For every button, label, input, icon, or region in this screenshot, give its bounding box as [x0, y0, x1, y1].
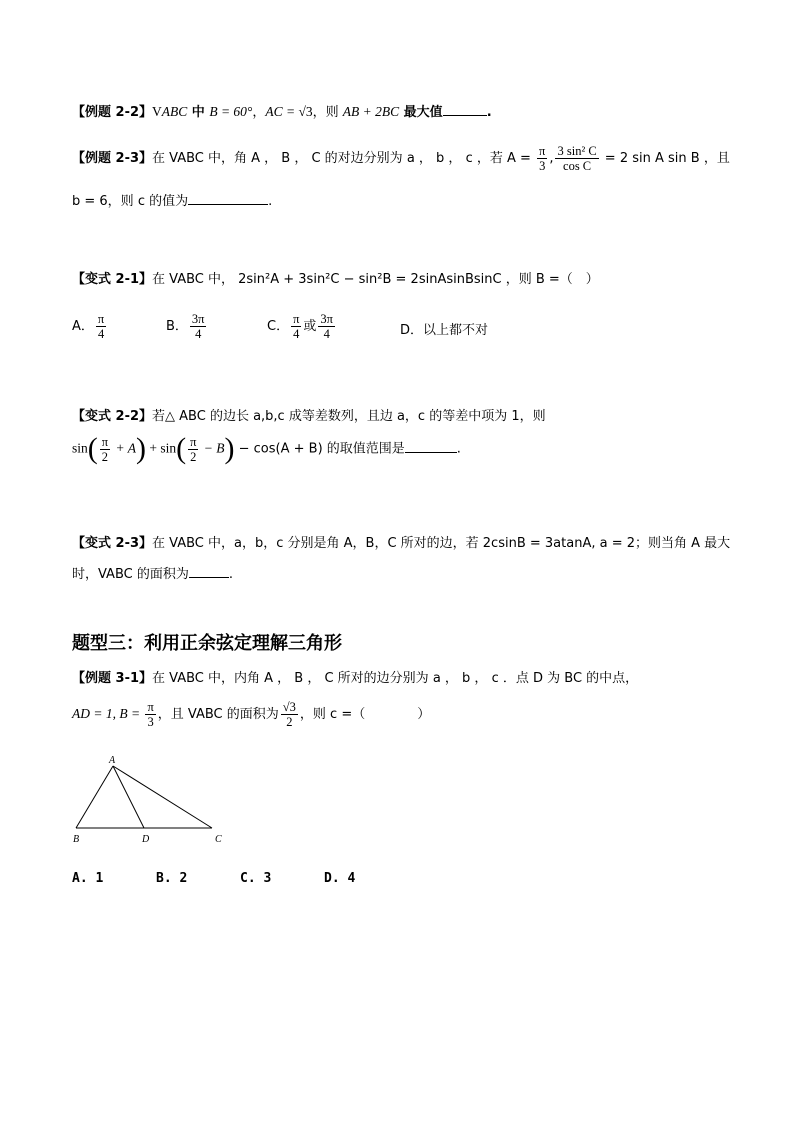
text: , [549, 151, 554, 166]
paren: ( [87, 432, 98, 465]
question-text: 在 VABC 中，角 A ， B ， C 的对边分别为 a ， b ， c ，若 A = [152, 151, 536, 166]
fraction: $\frac{√3}{2}$ [282, 700, 296, 729]
question-text: − cos(A + B) 的取值范围是 [234, 441, 405, 457]
answer-blank[interactable] [189, 565, 229, 578]
math-text: AB + 2BC [342, 104, 400, 119]
text: 最大值 [399, 105, 443, 120]
variant-2-2 [72, 405, 546, 424]
text: ， [252, 105, 266, 120]
side-ab [76, 766, 113, 828]
question-text: 在 VABC 中，内角 A ， B ， C 所对的边分别为 a ， b ， c ．点 D 为 BC 的中点， [152, 671, 639, 686]
option-d[interactable]: D. 4 [324, 871, 356, 886]
example-tag: 【例题 2-3】 [72, 151, 153, 166]
question-text: = 2 sin A sin B ，且 [600, 151, 730, 166]
example-tag: 【例题 2-2】 [72, 105, 153, 120]
option-label: A． [72, 319, 94, 334]
option-label: C． [267, 319, 290, 334]
section-title: 题型三：利用正余弦定理解三角形 [72, 633, 342, 654]
option-a[interactable]: A. 1 [72, 871, 104, 886]
fraction: $\frac{\pi}{4}$ [97, 312, 105, 341]
text: . [456, 441, 461, 457]
variant-tag: 【变式 2-2】 [72, 409, 153, 424]
math-text: √3 [298, 104, 313, 119]
text: . [486, 105, 492, 120]
answer-blank[interactable] [443, 103, 487, 116]
math-text: B = 60° [209, 104, 253, 119]
example-3-1-line2 [72, 700, 430, 729]
math-text: + sin [145, 440, 177, 456]
vertex-a-label: A [109, 755, 116, 766]
variant-2-1 [72, 268, 599, 287]
option-b[interactable]: B. 2 [156, 871, 188, 886]
text: ，则 [312, 105, 343, 120]
option-a[interactable] [72, 312, 108, 341]
example-3-1 [72, 667, 638, 686]
example-tag: 【例题 3-1】 [72, 671, 153, 686]
example-2-2 [72, 101, 492, 120]
fraction: $\frac{\pi}{3}$ [147, 700, 154, 729]
variant-tag: 【变式 2-3】 [72, 536, 153, 551]
option-text: D．以上都不对 [400, 323, 489, 338]
variant-tag: 【变式 2-1】 [72, 272, 153, 287]
fraction: $\frac{\pi}{2}$ [190, 434, 197, 464]
answer-blank[interactable] [405, 440, 457, 453]
variant-2-3-line2 [72, 563, 233, 582]
fraction: $\frac{\pi}{4}$ [293, 312, 300, 341]
question-text: b = 6，则 c 的值为 [72, 194, 189, 209]
option-b[interactable] [166, 312, 208, 341]
fraction: $\frac{\text{3 sin² C}}{\text{cos C}}$ [557, 144, 597, 173]
paren: ( [176, 432, 187, 465]
question-text: 在 VABC 中，a，b，c 分别是角 A，B，C 所对的边，若 2csinB = 3atanA, a = 2；则当角 A 最大 [152, 536, 731, 551]
option-c[interactable] [267, 312, 337, 341]
question-text: 若△ ABC 的边长 a,b,c 成等差数列，且边 a，c 的等差中项为 1，则 [152, 409, 546, 424]
text: . [268, 194, 273, 209]
vertex-c-label: C [215, 834, 222, 845]
text: 中 [187, 105, 210, 120]
option-c[interactable]: C. 3 [240, 871, 272, 886]
fraction: $\frac{\pi}{2}$ [101, 434, 109, 464]
question-text: 在 VABC 中， 2sin²A + 3sin²C − sin²B = 2sinAsinBsinC ，则 B =（ ） [152, 272, 599, 287]
math-text: AC = [265, 104, 299, 119]
fraction: $\frac{3\pi}{4}$ [191, 312, 205, 341]
variant-2-3 [72, 532, 730, 551]
math-text: − B [200, 440, 225, 456]
option-label: B． [166, 319, 188, 334]
triangle-symbol: V [152, 104, 162, 119]
vertex-b-label: B [73, 834, 80, 845]
math-text: AD = 1, B = [72, 706, 144, 721]
paren: ) [135, 432, 146, 465]
option-d[interactable] [400, 319, 488, 338]
question-text: ，且 VABC 的面积为 [157, 707, 279, 722]
side-ac [113, 766, 212, 828]
text: 或 [303, 319, 317, 334]
example-2-3-line2 [72, 190, 272, 209]
math-text: sin [72, 440, 88, 456]
point-d-label: D [142, 834, 150, 845]
fraction: $\frac{3\pi}{4}$ [320, 312, 333, 341]
fraction: $\frac{\pi}{3}$ [539, 144, 546, 173]
example-2-3 [72, 144, 730, 173]
paren: ) [224, 432, 235, 465]
text: . [228, 567, 233, 582]
math-text: ABC [161, 104, 188, 119]
answer-blank[interactable] [188, 192, 268, 205]
triangle-figure [66, 752, 236, 848]
question-text: 时，VABC 的面积为 [72, 567, 189, 582]
math-text: + A [112, 440, 136, 456]
variant-2-2-line2 [72, 434, 461, 464]
question-text: ，则 c =（ ） [299, 707, 431, 722]
